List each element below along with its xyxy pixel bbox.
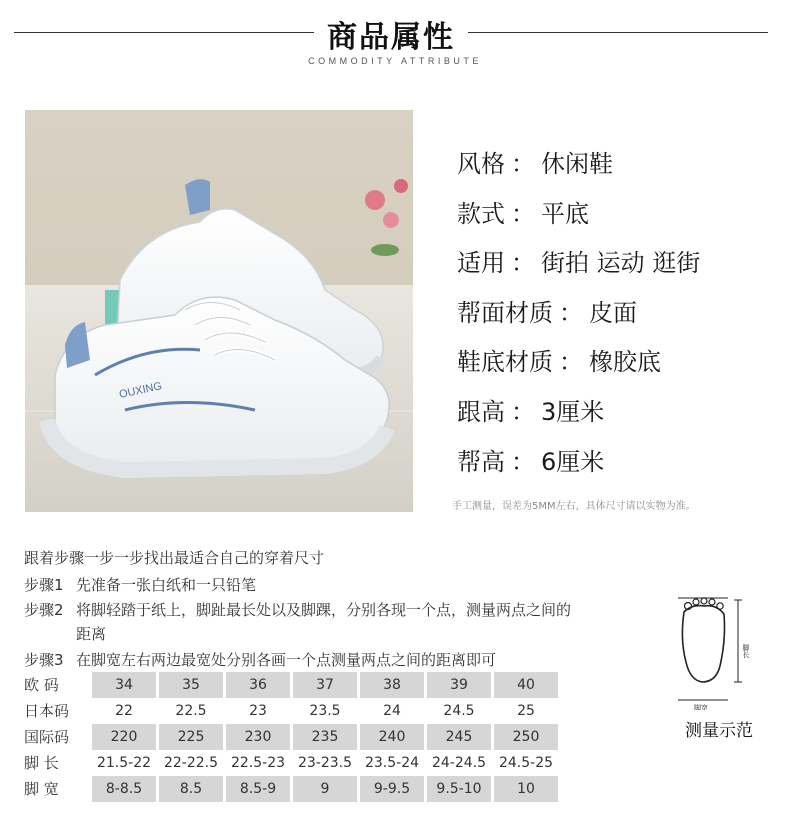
size-cell: 8.5-9 xyxy=(226,776,290,802)
size-cell: 8.5 xyxy=(159,776,223,802)
guide-step-continued xyxy=(76,623,106,644)
step-label: 步骤3 xyxy=(24,651,64,669)
attribute-key: 鞋底材质 xyxy=(457,348,553,377)
attribute-row xyxy=(457,194,777,244)
size-cell: 24.5 xyxy=(443,703,475,719)
measurement-note: 手工测量，误差为5MM左右，具体尺寸请以实物为准。 xyxy=(452,501,696,512)
attribute-value: 皮面 xyxy=(589,298,637,327)
step-label: 步骤1 xyxy=(24,576,64,594)
header-divider-left xyxy=(14,32,314,33)
foot-outline-icon xyxy=(666,590,766,710)
attribute-key: 适用 xyxy=(457,249,505,278)
size-cell: 23.5 xyxy=(309,703,341,719)
section-header xyxy=(0,0,790,80)
attribute-key: 风格 xyxy=(457,150,505,178)
attribute-value: 街拍 运动 逛街 xyxy=(541,249,701,278)
size-cell: 245 xyxy=(427,724,491,750)
size-row-label: 日本码 xyxy=(24,702,70,720)
foot-measure-diagram xyxy=(666,590,766,710)
size-table-row xyxy=(24,672,609,698)
step-text: 先准备一张白纸和一只铅笔 xyxy=(76,576,257,594)
size-cell: 9.5-10 xyxy=(427,776,491,802)
size-row-label: 脚 宽 xyxy=(24,780,59,798)
attribute-separator: ： xyxy=(511,150,535,178)
size-cell: 22 xyxy=(115,703,133,719)
attribute-row xyxy=(457,342,777,392)
size-cell: 230 xyxy=(226,724,290,750)
size-cell: 235 xyxy=(293,724,357,750)
guide-title: 跟着步骤一步一步找出最适合自己的穿着尺寸 xyxy=(24,549,325,567)
product-photo xyxy=(25,110,413,512)
attribute-list xyxy=(457,144,777,491)
attribute-key: 跟高 xyxy=(457,397,505,426)
foot-width-label: 脚宽 xyxy=(694,704,708,710)
header-divider-right xyxy=(468,32,768,33)
size-table-row xyxy=(24,698,609,724)
size-table-row xyxy=(24,750,609,776)
attribute-separator: ： xyxy=(511,249,535,278)
size-cell: 8-8.5 xyxy=(92,776,156,802)
size-cell: 34 xyxy=(92,672,156,698)
size-table-row xyxy=(24,776,609,802)
size-cell: 36 xyxy=(226,672,290,698)
size-cell: 40 xyxy=(494,672,558,698)
size-cell: 24.5-25 xyxy=(498,755,554,771)
size-row-label: 国际码 xyxy=(24,728,70,746)
guide-step xyxy=(24,574,256,595)
size-cell: 22.5 xyxy=(175,703,207,719)
attribute-value: 橡胶底 xyxy=(589,348,661,377)
size-cell: 225 xyxy=(159,724,223,750)
step-text-continued: 距离 xyxy=(76,625,107,643)
size-cell: 24 xyxy=(383,703,401,719)
attribute-key: 帮高 xyxy=(457,447,505,476)
attribute-key: 款式 xyxy=(457,199,505,228)
size-cell: 21.5-22 xyxy=(96,755,152,771)
attribute-key: 帮面材质 xyxy=(457,298,553,327)
size-cell: 22-22.5 xyxy=(163,755,219,771)
size-cell: 220 xyxy=(92,724,156,750)
shoe-logo: OUXING xyxy=(118,380,164,401)
size-table-row xyxy=(24,724,609,750)
foot-diagram-caption: 测量示范 xyxy=(685,721,753,741)
attribute-value: 6厘米 xyxy=(541,447,605,476)
sneaker-illustration xyxy=(25,110,413,512)
size-cell: 38 xyxy=(360,672,424,698)
attribute-row xyxy=(457,144,777,194)
foot-length-label: 脚长 xyxy=(742,644,750,658)
size-cell: 9 xyxy=(293,776,357,802)
size-row-label: 脚 长 xyxy=(24,754,59,772)
attribute-value: 休闲鞋 xyxy=(541,150,613,178)
attribute-separator: ： xyxy=(511,199,535,228)
size-cell: 250 xyxy=(494,724,558,750)
size-cell: 10 xyxy=(494,776,558,802)
attribute-row xyxy=(457,293,777,343)
guide-step xyxy=(24,599,571,620)
step-text: 在脚宽左右两边最宽处分别各画一个点测量两点之间的距离即可 xyxy=(76,651,497,669)
attribute-row xyxy=(457,243,777,293)
size-cell: 24-24.5 xyxy=(431,755,487,771)
size-cell: 39 xyxy=(427,672,491,698)
size-cell: 25 xyxy=(517,703,535,719)
size-cell: 9-9.5 xyxy=(360,776,424,802)
guide-step xyxy=(24,649,496,670)
attribute-row xyxy=(457,392,777,442)
size-cell: 23 xyxy=(249,703,267,719)
attribute-value: 3厘米 xyxy=(541,397,605,426)
section-subtitle: COMMODITY ATTRIBUTE xyxy=(308,56,482,66)
size-cell: 22.5-23 xyxy=(230,755,286,771)
attribute-value: 平底 xyxy=(541,199,589,228)
section-title: 商品属性 xyxy=(327,20,455,55)
size-cell: 23.5-24 xyxy=(364,755,420,771)
attribute-separator: ： xyxy=(559,348,583,377)
step-text: 将脚轻踏于纸上，脚趾最长处以及脚踝，分别各现一个点，测量两点之间的 xyxy=(76,601,572,619)
attribute-row xyxy=(457,442,777,492)
step-label: 步骤2 xyxy=(24,601,64,619)
size-cell: 35 xyxy=(159,672,223,698)
attribute-separator: ： xyxy=(511,397,535,426)
attribute-separator: ： xyxy=(559,298,583,327)
attribute-separator: ： xyxy=(511,447,535,476)
size-row-label: 欧 码 xyxy=(24,676,59,694)
size-cell: 23-23.5 xyxy=(297,755,353,771)
size-cell: 37 xyxy=(293,672,357,698)
size-cell: 240 xyxy=(360,724,424,750)
